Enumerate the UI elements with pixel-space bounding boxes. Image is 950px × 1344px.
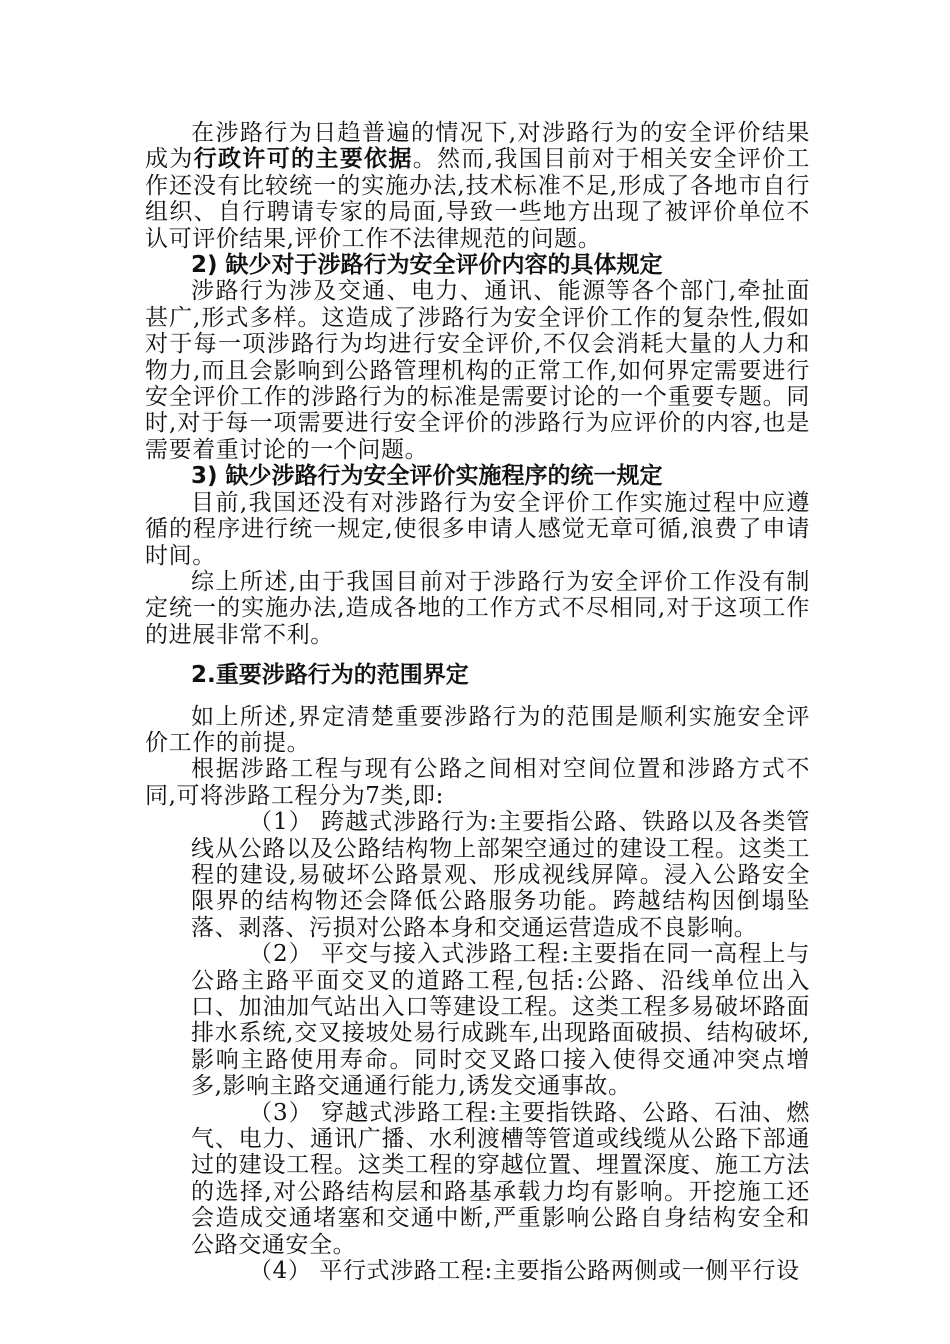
heading-3: 3) 缺少涉路行为安全评价实施程序的统一规定 <box>191 463 663 490</box>
paragraph-1-text-a: 在涉路行为日趋普遍的情况下,对涉路行为的安全评价结果成为 <box>145 120 810 173</box>
list-item-3: （3） 穿越式涉路工程:主要指铁路、公路、石油、燃气、电力、通讯广播、水利渡槽等管道或线缆从公路下部通过的建设工程。这类工程的穿越位置、埋置深度、施工方法的选择,对公路结构层和路基承载力均有影响。开挖施工还会造成交通堵塞和交通中断,严重影响公路自身结构安全和公路交通安全。 <box>191 1099 810 1258</box>
paragraph-4: 综上所述,由于我国目前对于涉路行为安全评价工作没有制定统一的实施办法,造成各地的工作方式不尽相同,对于这项工作的进展非常不利。 <box>145 568 810 648</box>
paragraph-1 <box>145 120 810 252</box>
paragraph-1-text-b: 。然而,我国目前对于相关安全评价工作还没有比较统一的实施办法,技术标准不足,形成了各地市自行组织、自行聘请专家的局面,导致一些地方出现了被评价单位不认可评价结果,评价工作不法律规范的问题。 <box>145 146 811 252</box>
section-heading-2: 2.重要涉路行为的范围界定 <box>191 662 469 689</box>
paragraph-5: 如上所述,界定清楚重要涉路行为的范围是顺利实施安全评价工作的前提。 <box>145 703 810 756</box>
document-page <box>145 120 810 1284</box>
paragraph-6: 根据涉路工程与现有公路之间相对空间位置和涉路方式不同,可将涉路工程分为7类,即: <box>145 756 810 809</box>
list-item-2: （2） 平交与接入式涉路工程:主要指在同一高程上与公路主路平面交叉的道路工程,包括:公路、沿线单位出入口、加油加气站出入口等建设工程。这类工程多易破坏路面排水系统,交叉接坡处易行成跳车,出现路面破损、结构破坏,影响主路使用寿命。同时交叉路口接入使得交通冲突点增多,影响主路交通通行能力,诱发交通事故。 <box>191 941 810 1100</box>
paragraph-3: 目前,我国还没有对涉路行为安全评价工作实施过程中应遵循的程序进行统一规定,使很多申请人感觉无章可循,浪费了申请时间。 <box>145 489 810 569</box>
paragraph-1-bold-phrase: 行政许可的主要依据 <box>193 146 413 173</box>
list-item-4: （4） 平行式涉路工程:主要指公路两侧或一侧平行设 <box>249 1258 800 1285</box>
paragraph-2: 涉路行为涉及交通、电力、通讯、能源等各个部门,牵扯面甚广,形式多样。这造成了涉路行为安全评价工作的复杂性,假如对于每一项涉路行为均进行安全评价,不仅会消耗大量的人力和物力,而且会影响到公路管理机构的正常工作,如何界定需要进行安全评价工作的涉路行为的标准是需要讨论的一个重要专题。同时,对于每一项需要进行安全评价的涉路行为应评价的内容,也是需要着重讨论的一个问题。 <box>145 278 810 463</box>
list-item-1: （1） 跨越式涉路行为:主要指公路、铁路以及各类管线从公路以及公路结构物上部架空通过的建设工程。这类工程的建设,易破坏公路景观、形成视线屏障。浸入公路安全限界的结构物还会降低公路服务功能。跨越结构因倒塌坠落、剥落、污损对公路本身和交通运营造成不良影响。 <box>191 809 810 941</box>
heading-2: 2) 缺少对于涉路行为安全评价内容的具体规定 <box>191 252 663 279</box>
